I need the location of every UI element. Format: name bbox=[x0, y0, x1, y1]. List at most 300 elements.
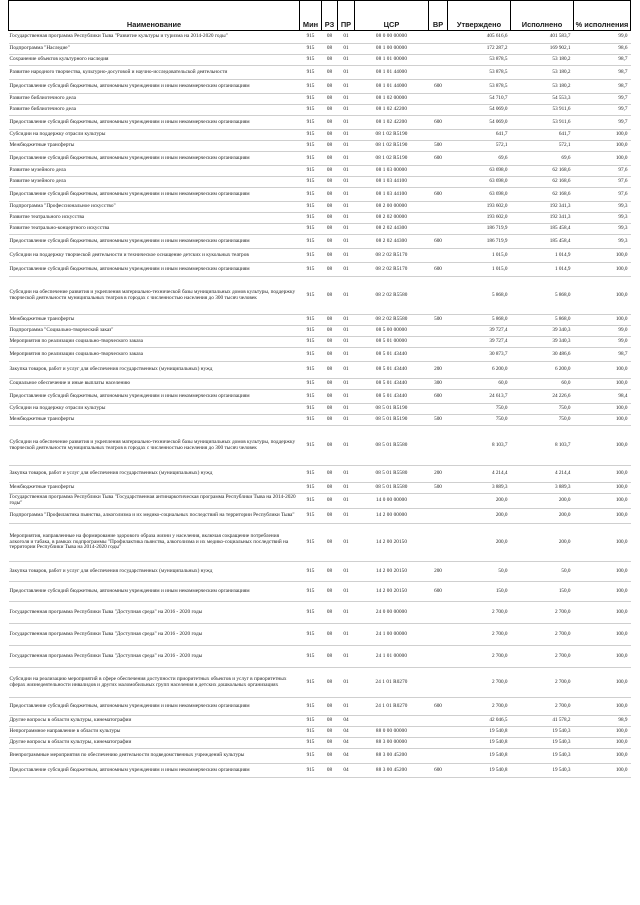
row-executed: 6 200,0 bbox=[511, 362, 574, 379]
row-percent: 99,7 bbox=[574, 116, 631, 130]
row-executed: 53 180,2 bbox=[511, 80, 574, 94]
row-approved: 3 889,3 bbox=[448, 483, 511, 494]
row-approved: 2 700,0 bbox=[448, 624, 511, 646]
table-row bbox=[9, 326, 631, 337]
row-percent: 100,0 bbox=[574, 738, 631, 749]
row-approved: 193 602,0 bbox=[448, 202, 511, 213]
row-name: Закупка товаров, работ и услуг для обеспечения государственных (муниципальных) нужд bbox=[9, 466, 300, 483]
row-rz: 08 bbox=[322, 749, 338, 764]
row-approved: 50,0 bbox=[448, 562, 511, 582]
row-rz: 08 bbox=[322, 44, 338, 55]
row-rz: 08 bbox=[322, 337, 338, 348]
row-percent: 100,0 bbox=[574, 582, 631, 602]
row-vr bbox=[429, 524, 448, 562]
row-percent: 100,0 bbox=[574, 249, 631, 263]
table-row bbox=[9, 337, 631, 348]
table-row bbox=[9, 362, 631, 379]
table-row bbox=[9, 749, 631, 764]
row-executed: 1 014,9 bbox=[511, 263, 574, 277]
row-executed: 169 902,1 bbox=[511, 44, 574, 55]
row-vr: 600 bbox=[429, 235, 448, 249]
row-csr: 08 1 02 R5190 bbox=[355, 130, 429, 141]
row-executed: 62 168,6 bbox=[511, 166, 574, 177]
row-executed: 41 578,2 bbox=[511, 716, 574, 727]
table-row bbox=[9, 624, 631, 646]
row-name: Мероприятия, направленные на формирование здорового образа жизни у населения, включая сокращение потребления алкоголя и табака, в рамках подпрограммы "Профилактика пьянства, алкоголизма и их медико-социальных последствий на территории Республики Тыва на 2014-2020 годы" bbox=[9, 524, 300, 562]
row-csr: 24 1 01 R0270 bbox=[355, 668, 429, 698]
row-rz: 08 bbox=[322, 277, 338, 315]
table-row bbox=[9, 66, 631, 80]
row-name: Внепрограммные мероприятия по обеспечению деятельности подведомственных учреждений культуры bbox=[9, 749, 300, 764]
row-rz: 08 bbox=[322, 224, 338, 235]
row-min: 915 bbox=[300, 337, 322, 348]
row-rz: 08 bbox=[322, 152, 338, 166]
row-pr: 01 bbox=[338, 31, 355, 44]
row-percent: 100,0 bbox=[574, 415, 631, 426]
row-rz: 08 bbox=[322, 130, 338, 141]
header-row bbox=[9, 1, 631, 31]
row-percent: 98,7 bbox=[574, 80, 631, 94]
row-percent: 100,0 bbox=[574, 130, 631, 141]
row-name: Субсидии на обеспечение развития и укрепления материально-технической базы муниципальных домов культуры, поддержку творческой деятельности муниципальных театров в городах с численностью населения до 300 тысяч человек bbox=[9, 426, 300, 466]
row-rz: 08 bbox=[322, 764, 338, 778]
row-executed: 192 341,3 bbox=[511, 213, 574, 224]
row-approved: 186 719,9 bbox=[448, 235, 511, 249]
row-min: 915 bbox=[300, 66, 322, 80]
row-executed: 4 214,4 bbox=[511, 466, 574, 483]
row-approved: 200,0 bbox=[448, 494, 511, 509]
row-rz: 08 bbox=[322, 716, 338, 727]
row-vr bbox=[429, 404, 448, 415]
row-rz: 08 bbox=[322, 188, 338, 202]
row-percent: 97,6 bbox=[574, 177, 631, 188]
table-row bbox=[9, 646, 631, 668]
row-rz: 08 bbox=[322, 94, 338, 105]
row-approved: 172 287,2 bbox=[448, 44, 511, 55]
row-min: 915 bbox=[300, 738, 322, 749]
row-vr: 600 bbox=[429, 263, 448, 277]
row-executed: 19 540,3 bbox=[511, 727, 574, 738]
row-csr: 88 3 00 45200 bbox=[355, 749, 429, 764]
row-executed: 200,0 bbox=[511, 494, 574, 509]
row-approved: 53 878,5 bbox=[448, 66, 511, 80]
row-executed: 19 540,3 bbox=[511, 764, 574, 778]
row-min: 915 bbox=[300, 348, 322, 362]
row-name: Предоставление субсидий бюджетным, автономным учреждениям и иным некоммерческим организациям bbox=[9, 235, 300, 249]
row-vr bbox=[429, 602, 448, 624]
row-executed: 2 700,0 bbox=[511, 698, 574, 716]
row-percent: 100,0 bbox=[574, 362, 631, 379]
row-executed: 750,0 bbox=[511, 415, 574, 426]
row-percent: 99,3 bbox=[574, 202, 631, 213]
row-approved: 5 868,0 bbox=[448, 315, 511, 326]
row-vr: 600 bbox=[429, 152, 448, 166]
row-executed: 5 868,0 bbox=[511, 315, 574, 326]
row-min: 915 bbox=[300, 749, 322, 764]
row-pr: 01 bbox=[338, 337, 355, 348]
row-rz: 08 bbox=[322, 202, 338, 213]
row-csr: 24 1 01 00000 bbox=[355, 646, 429, 668]
row-approved: 150,0 bbox=[448, 582, 511, 602]
row-csr: 24 1 01 R0270 bbox=[355, 698, 429, 716]
row-executed: 401 583,7 bbox=[511, 31, 574, 44]
table-row bbox=[9, 562, 631, 582]
table-row bbox=[9, 235, 631, 249]
row-percent: 98,7 bbox=[574, 66, 631, 80]
row-name: Другие вопросы в области культуры, кинематографии bbox=[9, 738, 300, 749]
row-executed: 185 458,4 bbox=[511, 224, 574, 235]
row-csr: 08 2 00 00000 bbox=[355, 202, 429, 213]
row-name: Подпрограмма "Профессиональное искусство" bbox=[9, 202, 300, 213]
row-rz: 08 bbox=[322, 141, 338, 152]
row-pr: 01 bbox=[338, 44, 355, 55]
row-executed: 200,0 bbox=[511, 524, 574, 562]
table-row bbox=[9, 277, 631, 315]
row-approved: 63 698,0 bbox=[448, 177, 511, 188]
table-row bbox=[9, 602, 631, 624]
row-csr: 08 2 02 44300 bbox=[355, 235, 429, 249]
row-approved: 1 015,0 bbox=[448, 263, 511, 277]
row-vr bbox=[429, 31, 448, 44]
row-pr: 01 bbox=[338, 624, 355, 646]
row-approved: 750,0 bbox=[448, 404, 511, 415]
row-csr: 14 2 00 20150 bbox=[355, 524, 429, 562]
row-csr: 08 2 02 R5580 bbox=[355, 277, 429, 315]
row-percent: 100,0 bbox=[574, 404, 631, 415]
row-name: Социальное обеспечение и иные выплаты населению bbox=[9, 379, 300, 390]
row-approved: 19 540,8 bbox=[448, 764, 511, 778]
row-csr: 08 5 01 R5580 bbox=[355, 466, 429, 483]
row-percent: 100,0 bbox=[574, 426, 631, 466]
row-pr: 04 bbox=[338, 738, 355, 749]
row-percent: 100,0 bbox=[574, 483, 631, 494]
row-percent: 100,0 bbox=[574, 277, 631, 315]
row-pr: 01 bbox=[338, 362, 355, 379]
row-name: Межбюджетные трансферты bbox=[9, 141, 300, 152]
row-csr: 24 0 00 00000 bbox=[355, 602, 429, 624]
row-pr: 01 bbox=[338, 524, 355, 562]
row-pr: 01 bbox=[338, 668, 355, 698]
row-rz: 08 bbox=[322, 562, 338, 582]
row-csr: 08 2 02 00000 bbox=[355, 213, 429, 224]
row-vr bbox=[429, 716, 448, 727]
row-name: Межбюджетные трансферты bbox=[9, 315, 300, 326]
row-csr: 08 1 03 00000 bbox=[355, 166, 429, 177]
row-csr: 08 1 03 44100 bbox=[355, 188, 429, 202]
row-percent: 100,0 bbox=[574, 141, 631, 152]
row-min: 915 bbox=[300, 582, 322, 602]
row-min: 915 bbox=[300, 524, 322, 562]
row-executed: 750,0 bbox=[511, 404, 574, 415]
row-pr: 01 bbox=[338, 213, 355, 224]
header-rz: РЗ bbox=[322, 1, 338, 31]
row-min: 915 bbox=[300, 202, 322, 213]
row-approved: 53 878,5 bbox=[448, 55, 511, 66]
row-rz: 08 bbox=[322, 509, 338, 524]
row-csr: 08 5 01 00000 bbox=[355, 337, 429, 348]
row-vr bbox=[429, 727, 448, 738]
row-min: 915 bbox=[300, 31, 322, 44]
row-pr: 01 bbox=[338, 141, 355, 152]
row-pr: 01 bbox=[338, 582, 355, 602]
row-executed: 69,6 bbox=[511, 152, 574, 166]
table-row bbox=[9, 249, 631, 263]
row-vr bbox=[429, 249, 448, 263]
row-vr bbox=[429, 494, 448, 509]
row-vr bbox=[429, 202, 448, 213]
row-csr: 14 0 00 00000 bbox=[355, 494, 429, 509]
row-rz: 08 bbox=[322, 116, 338, 130]
row-rz: 08 bbox=[322, 263, 338, 277]
row-percent: 100,0 bbox=[574, 698, 631, 716]
row-min: 915 bbox=[300, 415, 322, 426]
row-rz: 08 bbox=[322, 326, 338, 337]
row-rz: 08 bbox=[322, 698, 338, 716]
row-rz: 08 bbox=[322, 426, 338, 466]
table-row bbox=[9, 80, 631, 94]
row-pr: 01 bbox=[338, 105, 355, 116]
row-csr: 08 5 01 R5190 bbox=[355, 404, 429, 415]
row-pr: 01 bbox=[338, 116, 355, 130]
table-body bbox=[9, 31, 631, 778]
row-executed: 2 700,0 bbox=[511, 668, 574, 698]
row-name: Предоставление субсидий бюджетным, автономным учреждениям и иным некоммерческим организациям bbox=[9, 116, 300, 130]
row-vr bbox=[429, 177, 448, 188]
row-pr: 01 bbox=[338, 94, 355, 105]
row-pr: 01 bbox=[338, 249, 355, 263]
row-pr: 01 bbox=[338, 404, 355, 415]
row-min: 915 bbox=[300, 646, 322, 668]
table-row bbox=[9, 263, 631, 277]
row-approved: 53 878,5 bbox=[448, 80, 511, 94]
row-rz: 08 bbox=[322, 249, 338, 263]
row-vr: 600 bbox=[429, 390, 448, 404]
table-row bbox=[9, 716, 631, 727]
table-row bbox=[9, 415, 631, 426]
row-executed: 185 458,4 bbox=[511, 235, 574, 249]
row-min: 915 bbox=[300, 509, 322, 524]
row-percent: 100,0 bbox=[574, 727, 631, 738]
row-name: Субсидии на реализацию мероприятий в сфере обеспечения доступности приоритетных объектов и услуг в приоритетных сферах жизнедеятельности инвалидов и других маломобильных групп населения в детских дошкольных организациях bbox=[9, 668, 300, 698]
row-rz: 08 bbox=[322, 55, 338, 66]
row-rz: 08 bbox=[322, 738, 338, 749]
row-min: 915 bbox=[300, 562, 322, 582]
row-name: Государственная программа Республики Тыва "Доступная среда" на 2016 - 2020 годы bbox=[9, 646, 300, 668]
row-percent: 99,3 bbox=[574, 224, 631, 235]
row-csr: 88 3 00 45200 bbox=[355, 764, 429, 778]
row-executed: 1 014,9 bbox=[511, 249, 574, 263]
row-csr bbox=[355, 716, 429, 727]
row-min: 915 bbox=[300, 668, 322, 698]
row-executed: 53 180,2 bbox=[511, 66, 574, 80]
row-name: Государственная программа Республики Тыва "Доступная среда" на 2016 - 2020 годы bbox=[9, 602, 300, 624]
row-pr: 04 bbox=[338, 749, 355, 764]
row-pr: 01 bbox=[338, 483, 355, 494]
row-pr: 01 bbox=[338, 562, 355, 582]
row-approved: 54 069,0 bbox=[448, 105, 511, 116]
row-name: Непрограммное направление в области культуры bbox=[9, 727, 300, 738]
row-percent: 99,3 bbox=[574, 235, 631, 249]
row-min: 915 bbox=[300, 362, 322, 379]
row-name: Субсидии на поддержку отрасли культуры bbox=[9, 130, 300, 141]
row-approved: 30 873,7 bbox=[448, 348, 511, 362]
row-csr: 08 1 02 42200 bbox=[355, 105, 429, 116]
table-row bbox=[9, 315, 631, 326]
row-approved: 5 868,0 bbox=[448, 277, 511, 315]
row-min: 915 bbox=[300, 624, 322, 646]
row-approved: 63 698,0 bbox=[448, 188, 511, 202]
row-approved: 19 540,8 bbox=[448, 749, 511, 764]
row-percent: 99,7 bbox=[574, 94, 631, 105]
table-row bbox=[9, 166, 631, 177]
row-vr bbox=[429, 94, 448, 105]
row-vr bbox=[429, 509, 448, 524]
row-vr: 600 bbox=[429, 698, 448, 716]
row-percent: 100,0 bbox=[574, 152, 631, 166]
row-min: 915 bbox=[300, 404, 322, 415]
row-approved: 54 069,0 bbox=[448, 116, 511, 130]
header-csr: ЦСР bbox=[355, 1, 429, 31]
row-min: 915 bbox=[300, 277, 322, 315]
row-pr: 01 bbox=[338, 80, 355, 94]
header-pr: ПР bbox=[338, 1, 355, 31]
row-vr: 300 bbox=[429, 379, 448, 390]
row-name: Субсидии на поддержку отрасли культуры bbox=[9, 404, 300, 415]
row-name: Предоставление субсидий бюджетным, автономным учреждениям и иным некоммерческим организациям bbox=[9, 764, 300, 778]
table-row bbox=[9, 94, 631, 105]
row-percent: 99,7 bbox=[574, 105, 631, 116]
row-name: Субсидии на поддержку творческой деятельности и техническое оснащение детских и кукольных театров bbox=[9, 249, 300, 263]
row-approved: 2 700,0 bbox=[448, 698, 511, 716]
table-row bbox=[9, 390, 631, 404]
row-min: 915 bbox=[300, 602, 322, 624]
row-min: 915 bbox=[300, 326, 322, 337]
row-min: 915 bbox=[300, 483, 322, 494]
row-pr: 01 bbox=[338, 379, 355, 390]
row-rz: 08 bbox=[322, 727, 338, 738]
row-vr: 600 bbox=[429, 764, 448, 778]
row-csr: 88 0 00 00000 bbox=[355, 727, 429, 738]
table-row bbox=[9, 31, 631, 44]
row-csr: 08 1 02 R5190 bbox=[355, 141, 429, 152]
row-csr: 08 2 02 R5170 bbox=[355, 263, 429, 277]
table-row bbox=[9, 348, 631, 362]
row-pr: 01 bbox=[338, 177, 355, 188]
row-approved: 19 540,8 bbox=[448, 727, 511, 738]
row-pr: 01 bbox=[338, 509, 355, 524]
row-rz: 08 bbox=[322, 80, 338, 94]
row-name: Предоставление субсидий бюджетным, автономным учреждениям и иным некоммерческим организациям bbox=[9, 390, 300, 404]
row-approved: 2 700,0 bbox=[448, 646, 511, 668]
row-csr: 08 1 02 00000 bbox=[355, 94, 429, 105]
row-pr: 01 bbox=[338, 263, 355, 277]
row-percent: 100,0 bbox=[574, 602, 631, 624]
row-rz: 08 bbox=[322, 177, 338, 188]
row-vr: 200 bbox=[429, 466, 448, 483]
row-rz: 08 bbox=[322, 602, 338, 624]
row-csr: 08 1 03 44100 bbox=[355, 177, 429, 188]
row-vr bbox=[429, 44, 448, 55]
row-percent: 100,0 bbox=[574, 509, 631, 524]
row-csr: 08 2 02 R5580 bbox=[355, 315, 429, 326]
header-approved: Утверждено bbox=[448, 1, 511, 31]
row-rz: 08 bbox=[322, 668, 338, 698]
row-csr: 08 1 02 R5190 bbox=[355, 152, 429, 166]
row-pr: 01 bbox=[338, 646, 355, 668]
row-rz: 08 bbox=[322, 646, 338, 668]
row-pr: 01 bbox=[338, 55, 355, 66]
row-name: Предоставление субсидий бюджетным, автономным учреждениям и иным некоммерческим организациям bbox=[9, 80, 300, 94]
table-row bbox=[9, 188, 631, 202]
row-min: 915 bbox=[300, 166, 322, 177]
row-vr: 200 bbox=[429, 362, 448, 379]
row-approved: 4 214,4 bbox=[448, 466, 511, 483]
row-executed: 60,0 bbox=[511, 379, 574, 390]
row-vr bbox=[429, 55, 448, 66]
table-row bbox=[9, 105, 631, 116]
row-pr: 04 bbox=[338, 716, 355, 727]
table-row bbox=[9, 177, 631, 188]
row-rz: 08 bbox=[322, 415, 338, 426]
row-min: 915 bbox=[300, 263, 322, 277]
table-row bbox=[9, 213, 631, 224]
row-executed: 50,0 bbox=[511, 562, 574, 582]
row-executed: 53 180,2 bbox=[511, 55, 574, 66]
row-name: Мероприятия по реализации социально-творческого заказа bbox=[9, 337, 300, 348]
row-name: Предоставление субсидий бюджетным, автономным учреждениям и иным некоммерческим организациям bbox=[9, 263, 300, 277]
row-pr: 01 bbox=[338, 426, 355, 466]
row-vr bbox=[429, 426, 448, 466]
row-min: 915 bbox=[300, 224, 322, 235]
table-row bbox=[9, 509, 631, 524]
row-pr: 01 bbox=[338, 277, 355, 315]
row-percent: 100,0 bbox=[574, 646, 631, 668]
row-name: Развитие музейного дела bbox=[9, 166, 300, 177]
row-percent: 98,9 bbox=[574, 716, 631, 727]
row-percent: 100,0 bbox=[574, 379, 631, 390]
row-pr: 01 bbox=[338, 188, 355, 202]
row-min: 915 bbox=[300, 426, 322, 466]
row-rz: 08 bbox=[322, 483, 338, 494]
row-rz: 08 bbox=[322, 379, 338, 390]
row-vr: 200 bbox=[429, 562, 448, 582]
row-rz: 08 bbox=[322, 213, 338, 224]
row-csr: 24 1 00 00000 bbox=[355, 624, 429, 646]
row-pr: 01 bbox=[338, 698, 355, 716]
row-pr: 01 bbox=[338, 602, 355, 624]
budget-sheet bbox=[8, 0, 630, 778]
row-vr bbox=[429, 738, 448, 749]
table-row bbox=[9, 764, 631, 778]
row-name: Закупка товаров, работ и услуг для обеспечения государственных (муниципальных) нужд bbox=[9, 362, 300, 379]
row-executed: 200,0 bbox=[511, 509, 574, 524]
row-name: Подпрограмма "Социально-творческий заказ" bbox=[9, 326, 300, 337]
row-approved: 39 727,4 bbox=[448, 326, 511, 337]
row-rz: 08 bbox=[322, 362, 338, 379]
row-min: 915 bbox=[300, 249, 322, 263]
row-min: 915 bbox=[300, 379, 322, 390]
row-executed: 2 700,0 bbox=[511, 646, 574, 668]
row-vr bbox=[429, 749, 448, 764]
row-name: Развитие театрально-концертного искусства bbox=[9, 224, 300, 235]
row-executed: 53 911,6 bbox=[511, 116, 574, 130]
row-name: Межбюджетные трансферты bbox=[9, 483, 300, 494]
table-row bbox=[9, 202, 631, 213]
row-percent: 98,7 bbox=[574, 348, 631, 362]
header-percent: % исполнения bbox=[574, 1, 631, 31]
row-percent: 100,0 bbox=[574, 315, 631, 326]
table-row bbox=[9, 404, 631, 415]
